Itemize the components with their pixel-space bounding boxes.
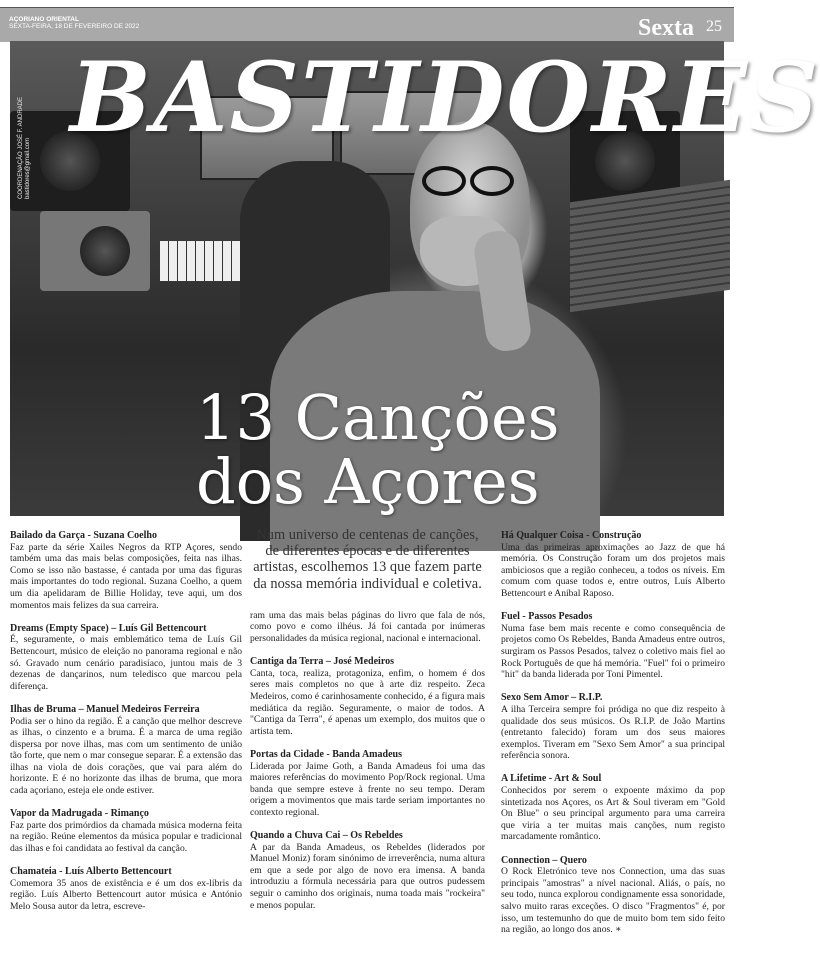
article-column-1 (10, 530, 242, 924)
song-entry-continuation (250, 610, 485, 645)
song-text: Comemora 35 anos de existência e é um dos ex-líbris da região. Luís Alberto Bettencourt autor música e António Melo Sousa autor da letra, escreve- (10, 877, 242, 912)
section-credit (18, 97, 32, 199)
song-entry (501, 611, 725, 681)
headline (196, 381, 560, 518)
headline-line-1: 13 Canções (196, 381, 560, 454)
song-entry (501, 692, 725, 762)
song-title: Sexo Sem Amor – R.I.P. (501, 692, 603, 704)
song-title: Há Qualquer Coisa - Construção (501, 530, 642, 541)
song-entry (10, 866, 242, 912)
page-header-bar (0, 7, 734, 42)
song-title: Quando a Chuva Cai – Os Rebeldes (250, 830, 403, 842)
song-title: Bailado da Garça - Suzana Coelho (10, 530, 157, 541)
song-text: Podia ser o hino da região. É a canção que melhor descreve as ilhas, o cinzento e a bruma. É a marca de uma região dispersa por nove ilhas, mas com um sentimento de união tão forte, que nem o mar consegue separar. É a extensão das ilhas na viola de dois corações, que vai para além do horizonte. E é no horizonte das ilhas de bruma, que mora cada açoriano, esteja ele onde estiver. (10, 715, 242, 797)
coordination-credit: COORDENAÇÃO JOSÉ F. ANDRADE (18, 96, 25, 200)
mixing-console (570, 180, 730, 312)
headline-line-2: dos Açores (196, 445, 540, 518)
speaker (40, 211, 150, 291)
song-entry (10, 623, 242, 693)
page-number: 25 (706, 18, 722, 35)
pull-quote: Num universo de centenas de canções, de diferentes épocas e de diferentes artistas, escolhemos 13 que fazem parte da nossa memória individual e coletiva. (253, 527, 482, 592)
song-text: Faz parte da série Xailes Negros da RTP Açores, sendo também uma das mais belas composições, feita nas ilhas. Como se isso não bastasse, é cantada por uma das figuras mais importantes do todo regional. Suzana Coelho, a quem um dia apelidaram de Billie Holiday, teve aqui, um dos momentos mais felizes da sua carreira. (10, 541, 242, 611)
article-column-2 (250, 527, 485, 923)
section-day: Sexta (638, 15, 694, 41)
song-text: Numa fase bem mais recente e como consequência de projetos como Os Rebeldes, Banda Amadeus entre outros, surgiram os Passos Pesados, talvez o coletivo mais fiel ao Rock Português de que há memória. "Fuel" foi o primeiro "hit" da banda liderada por Toni Pimentel. (501, 622, 725, 681)
song-title: Ilhas de Bruma – Manuel Medeiros Ferreira (10, 703, 200, 715)
song-title: Dreams (Empty Space) – Luís Gil Bettencourt (10, 622, 207, 634)
song-title: Fuel - Passos Pesados (501, 611, 593, 623)
song-text: A ilha Terceira sempre foi pródiga no que diz respeito à qualidade dos seus músicos. Os R.I.P. de João Martins (entretanto falecido) foram um dos seus maiores exemplos. Tiveram em "Sexo Sem Amor" a sua principal referência sonora. (501, 703, 725, 762)
song-text: Faz parte dos primórdios da chamada música moderna feita na região. Reúne elementos da música popular e tradicional das ilhas e foi candidata ao festival da canção. (10, 819, 242, 855)
song-entry (250, 749, 485, 819)
song-title: A Lifetime - Art & Soul (501, 773, 602, 785)
section-email: bastidores@gmail.com (25, 137, 32, 200)
song-entry (10, 808, 242, 854)
issue-date: SEXTA-FEIRA, 18 DE FEVEREIRO DE 2022 (9, 23, 140, 30)
song-title: Portas da Cidade - Banda Amadeus (250, 748, 402, 760)
song-text: É, seguramente, o mais emblemático tema de Luís Gil Bettencourt, músico de eleição no panorama regional e não só. Gravado num cenário paradisíaco, juntou mais de 3 dezenas de dançarinos, num teledisco que marcou pela diferença. (10, 634, 242, 692)
glasses (418, 166, 518, 190)
song-entry (501, 855, 725, 936)
song-text: Canta, toca, realiza, protagoniza, enfim, o homem é dos seres mais completos no que à arte diz respeito. Zeca Medeiros, como é carinhosamente conhecido, é a figura mais mediática da região. Seguramente, o maior de todos. A "Cantiga da Terra", é apenas um exemplo, dos muitos que o artista tem. (250, 667, 485, 737)
song-entry (501, 773, 725, 843)
newspaper-info (9, 16, 139, 30)
song-text: A par da Banda Amadeus, os Rebeldes (liderados por Manuel Moniz) foram sinónimo de irreverência, numa altura em que a sede por algo de novo era imensa. A banda introduziu a fórmula necessária para que outros pudessem seguir o caminho dos originais, numa toada mais "rockeira" e menos popular. (250, 841, 485, 911)
song-entry (501, 530, 725, 600)
newspaper-name: AÇORIANO ORIENTAL (9, 16, 79, 23)
song-title: Cantiga da Terra – José Medeiros (250, 656, 394, 668)
song-entry (10, 704, 242, 797)
song-entry (10, 530, 242, 611)
song-text: Conhecidos por serem o expoente máximo da pop sintetizada nos Açores, os Art & Soul tiveram em "Gold On Blue" o seu principal argumento para uma carreira que viria a ter muitas mais canções, num registo marcadamente romântico. (501, 785, 725, 843)
song-text: Uma das primeiras aproximações ao Jazz de que há memória. Os Construção foram um dos projetos mais ambiciosos que a região conheceu, a todos os níveis. Em comum com quase todos e, entre outros, Luís Alberto Bettencourt e Aníbal Raposo. (501, 541, 725, 599)
cover-photo (10, 41, 820, 518)
article-column-3 (501, 530, 725, 947)
song-title: Vapor da Madrugada - Rimanço (10, 808, 149, 820)
song-text: Liderada por Jaime Goth, a Banda Amadeus foi uma das maiores referências do movimento Pop/Rock regional. Uma banda que sempre esteve à frente no seu tempo. Deram origem a movimentos que mais tarde seriam importantes no contexto regional. (250, 760, 485, 818)
song-entry (250, 656, 485, 737)
song-title: Connection – Quero (501, 854, 587, 866)
section-title: BASTIDORES (70, 41, 820, 154)
song-entry (250, 830, 485, 911)
song-text: ram uma das mais belas páginas do livro que fala de nós, como povo e como ilhéus. Já foi cantada por inúmeras personalidades da música regional, nacional e internacional. (250, 609, 485, 644)
song-text: O Rock Eletrónico teve nos Connection, uma das suas principais "amostras" a nível nacional. Aliás, o país, no seu todo, nunca explorou condignamente essa sonoridade, salvo muito raras exceções. O disco "Fragmentos" é, por isso, um testemunho do que de muito bom tem sido feito na região, ao longo dos anos. ∗ (501, 866, 725, 936)
song-title: Chamateia - Luís Alberto Bettencourt (10, 866, 172, 878)
